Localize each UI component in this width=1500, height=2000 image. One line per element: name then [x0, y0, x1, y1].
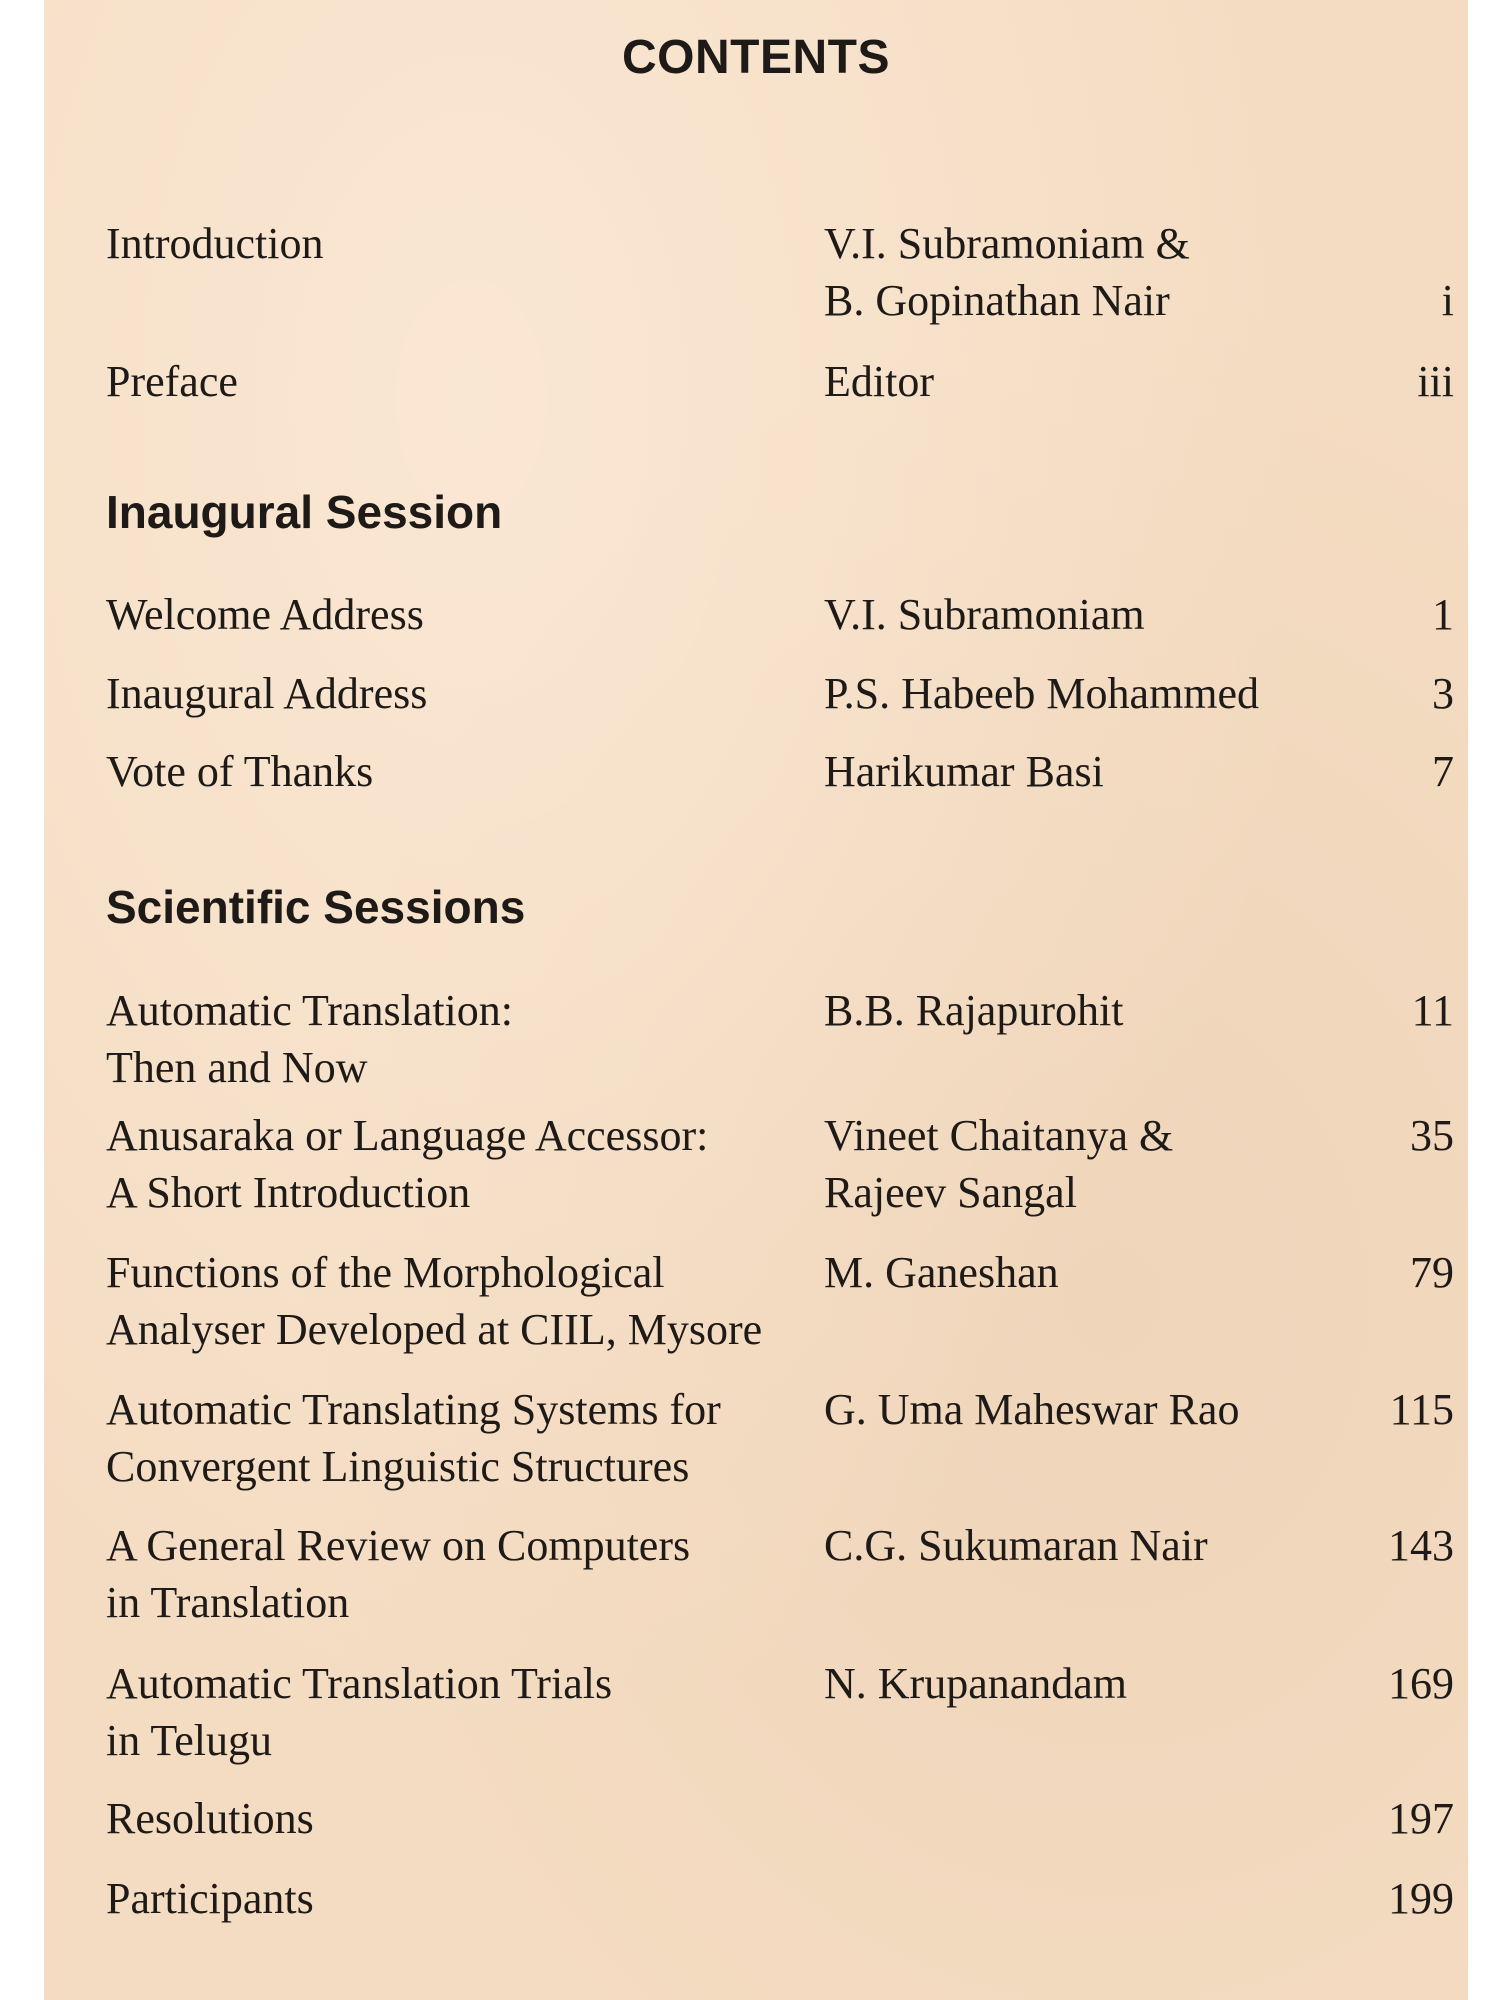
- entry-author: Vineet Chaitanya & Rajeev Sangal: [824, 1111, 1174, 1217]
- entry-title: Welcome Address: [106, 590, 424, 639]
- entry-author: B.B. Rajapurohit: [824, 986, 1124, 1035]
- page-title: CONTENTS: [622, 31, 890, 84]
- entry-page: 197: [1388, 1794, 1454, 1843]
- entry-title: Functions of the Morphological Analyser Developed at CIIL, Mysore: [106, 1248, 763, 1354]
- entry-title: Preface: [106, 357, 238, 406]
- entry-title: Vote of Thanks: [106, 747, 374, 796]
- entry-author: V.I. Subramoniam: [824, 590, 1145, 639]
- entry-page: 35: [1410, 1111, 1454, 1160]
- entry-author: Editor: [824, 357, 934, 406]
- entry-author: Harikumar Basi: [824, 747, 1104, 796]
- entry-title: Introduction: [106, 219, 324, 268]
- entry-page: 115: [1389, 1385, 1454, 1434]
- section-heading-scientific: Scientific Sessions: [106, 881, 526, 933]
- entry-author: P.S. Habeeb Mohammed: [824, 669, 1260, 718]
- entry-page: 169: [1388, 1659, 1454, 1708]
- entry-page: i: [1441, 276, 1454, 325]
- section-heading-inaugural: Inaugural Session: [106, 486, 503, 538]
- entry-title: Automatic Translation Trials in Telugu: [106, 1659, 613, 1765]
- entry-title: Resolutions: [106, 1794, 314, 1843]
- entry-page: 79: [1410, 1248, 1454, 1297]
- entry-author: V.I. Subramoniam & B. Gopinathan Nair: [824, 219, 1190, 325]
- entry-author: N. Krupanandam: [824, 1659, 1128, 1708]
- entry-page: 7: [1432, 747, 1454, 796]
- entry-title: Anusaraka or Language Accessor: A Short Introduction: [106, 1111, 709, 1217]
- entry-page: 199: [1388, 1874, 1454, 1923]
- entry-author: G. Uma Maheswar Rao: [824, 1385, 1240, 1434]
- entry-title: A General Review on Computers in Translation: [106, 1521, 691, 1627]
- entry-page: 1: [1432, 590, 1454, 639]
- entry-title: Inaugural Address: [106, 669, 428, 718]
- entry-author: M. Ganeshan: [824, 1248, 1059, 1297]
- entry-title: Automatic Translation: Then and Now: [106, 986, 513, 1092]
- entry-title: Participants: [106, 1874, 314, 1923]
- entry-page: 3: [1432, 669, 1454, 718]
- entry-page: 143: [1388, 1521, 1454, 1570]
- entry-page: iii: [1417, 357, 1454, 406]
- entry-title: Automatic Translating Systems for Convergent Linguistic Structures: [106, 1385, 721, 1491]
- entry-page: 11: [1411, 986, 1454, 1035]
- entry-author: C.G. Sukumaran Nair: [824, 1521, 1208, 1570]
- contents-page: [44, 0, 1468, 2000]
